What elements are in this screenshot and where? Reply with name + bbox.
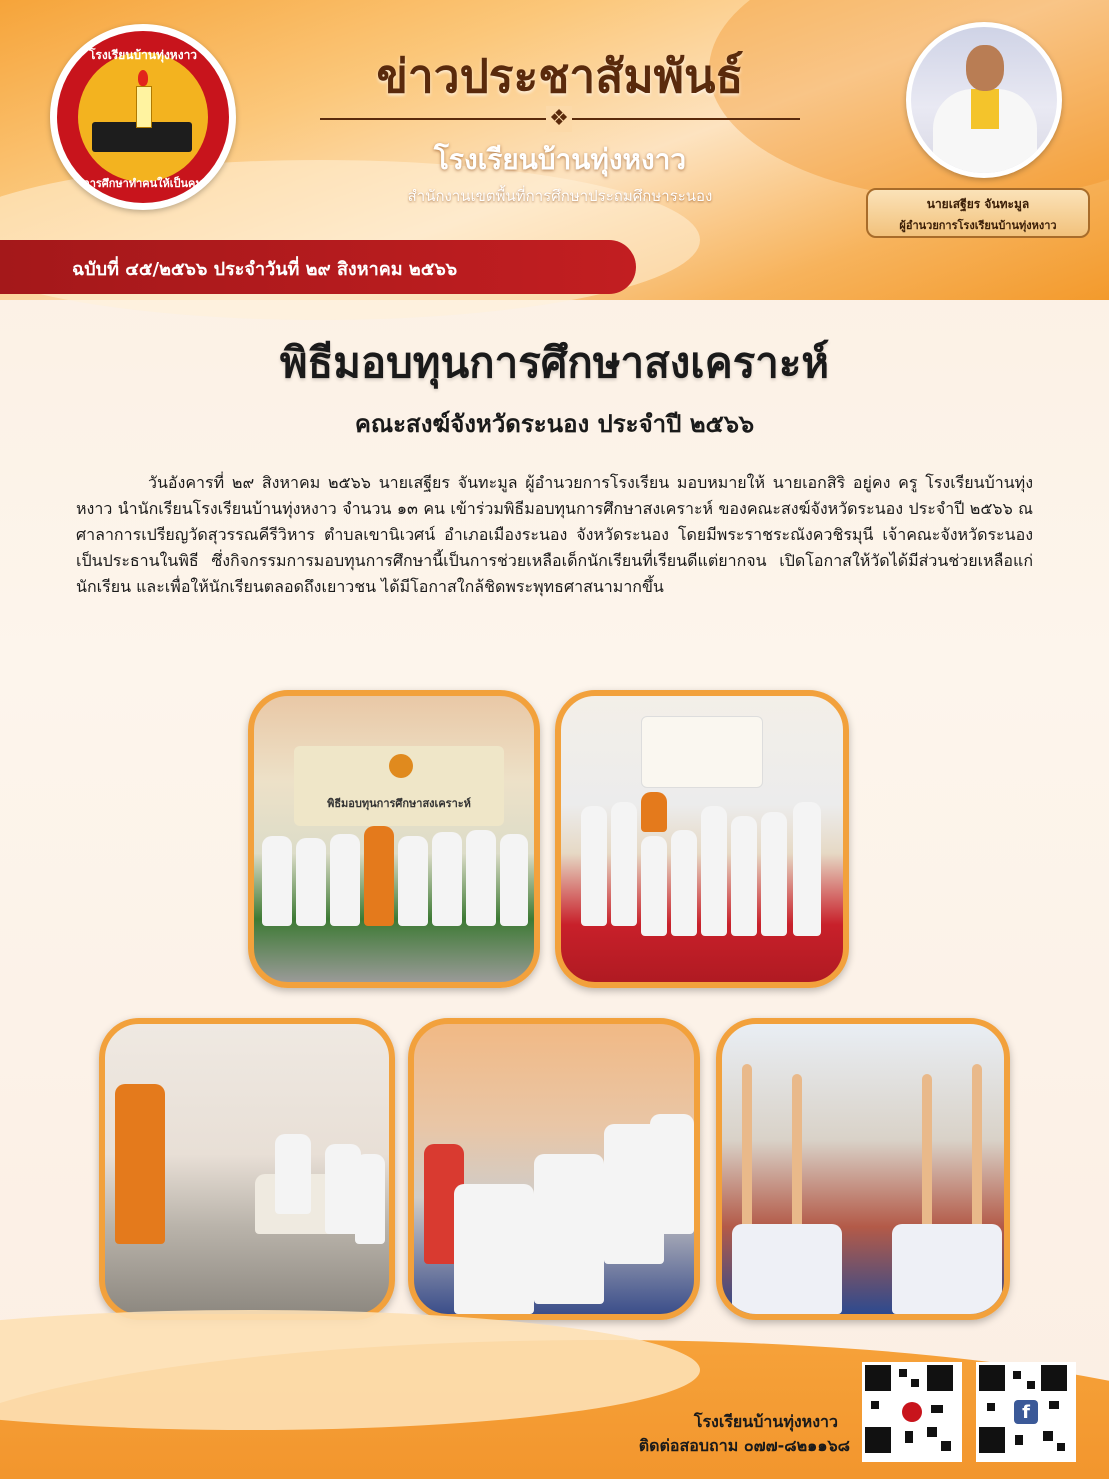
qr-finder [865, 1365, 891, 1391]
monk-figure [364, 826, 394, 926]
portrait-background [911, 27, 1057, 173]
stage-backdrop [641, 716, 763, 788]
director-role: ผู้อำนวยการโรงเรียนบ้านทุ่งหงาว [899, 219, 1057, 232]
portrait-head [966, 45, 1004, 91]
footer-school-name: โรงเรียนบ้านทุ่งหงาว [693, 1412, 838, 1431]
qr-module [1049, 1401, 1059, 1409]
flame-icon [138, 70, 148, 86]
qr-module [905, 1431, 913, 1443]
director-caption [866, 188, 1090, 238]
portrait-collar [971, 89, 999, 129]
student-figure [454, 1184, 534, 1314]
issue-info: ฉบับที่ ๔๕/๒๕๖๖ ประจำวันที่ ๒๙ สิงหาคม ๒๕๖๖ [72, 259, 458, 280]
student-figure [671, 830, 697, 936]
qr-finder [979, 1427, 1005, 1453]
footer-contact: ติดต่อสอบถาม ๐๗๗-๘๒๑๑๖๘ [638, 1436, 850, 1455]
photo-hall-audience [716, 1018, 1010, 1320]
qr-module [911, 1379, 919, 1387]
qr-finder [1041, 1365, 1067, 1391]
qr-finder [865, 1427, 891, 1453]
qr-module [931, 1405, 943, 1413]
student-figure [650, 1114, 694, 1234]
student-figure [262, 836, 292, 926]
qr-module [987, 1403, 995, 1411]
student-figure [793, 802, 821, 936]
photo-monk-interview [99, 1018, 395, 1320]
student-figure [466, 830, 496, 926]
student-figure [275, 1134, 311, 1214]
photo-stage-group [555, 690, 849, 988]
emblem-icon [389, 754, 413, 778]
photo-seated-students [408, 1018, 700, 1320]
article-body: วันอังคารที่ ๒๙ สิงหาคม ๒๕๖๖ นายเสฐียร จันทะมูล ผู้อำนวยการโรงเรียน มอบหมายให้ นายเอกสิริ อยู่คง ครู โรงเรียนบ้านทุ่งหงาว นำนักเรียนโรงเรียนบ้านทุ่งหงาว จำนวน ๑๓ คน เข้าร่วมพิธีมอบทุนการศึกษาสงเคราะห์ ของคณะสงฆ์จังหวัดระนอง ประจำปี ๒๕๖๖ ณ ศาลาการเปรียญวัดสุวรรณคีรีวิหาร ตำบลเขานิเวศน์ อำเภอเมืองระนอง จังหวัดระนอง โดยมีพระราชระณังควชิรมุนี เจ้าคณะจังหวัดระนอง เป็นประธานในพิธี ซึ่งกิจกรรมการมอบทุนการศึกษานี้เป็นการช่วยเหลือเด็กนักเรียนที่เรียนดีแต่ยากจน เปิดโอกาสให้วัดได้มีส่วนช่วยเหลือแก่นักเรียน และเพื่อให้นักเรียนตลอดถึงเยาวชน ได้มีโอกาสใกล้ชิดพระพุทธศาสนามากขึ้น [76, 473, 1034, 596]
student-figure [296, 838, 326, 926]
school-logo-icon [902, 1402, 922, 1422]
article-subheadline: คณะสงฆ์จังหวัดระนอง ประจำปี ๒๕๖๖ [354, 410, 755, 438]
qr-module [1013, 1371, 1021, 1379]
qr-module [899, 1369, 907, 1377]
student-figure [641, 836, 667, 936]
qr-module [927, 1427, 937, 1437]
qr-module [871, 1401, 879, 1409]
qr-code-facebook[interactable] [976, 1362, 1076, 1462]
director-name: นายเสฐียร จันทะมูล [926, 197, 1030, 211]
qr-module [1015, 1435, 1023, 1445]
article-headline: พิธีมอบทุนการศึกษาสงเคราะห์ [279, 338, 830, 387]
monk-figure [641, 792, 667, 832]
student-figure [701, 806, 727, 936]
audience-right [892, 1224, 1002, 1314]
student-figure [534, 1154, 604, 1304]
pillar [922, 1074, 932, 1234]
audience-left [732, 1224, 842, 1314]
ceremony-banner [294, 746, 504, 826]
photo-group-banner [248, 690, 540, 988]
candle-icon [136, 86, 152, 128]
school-name: โรงเรียนบ้านทุ่งหงาว [433, 143, 687, 176]
student-figure [761, 812, 787, 936]
logo-text-bottom: การศึกษาทำคนให้เป็นคน [83, 177, 203, 190]
student-figure [355, 1154, 385, 1244]
student-figure [330, 834, 360, 926]
ornament-icon: ❖ [546, 106, 572, 132]
page-title: ข่าวประชาสัมพันธ์ [376, 49, 744, 103]
qr-code-website[interactable] [862, 1362, 962, 1462]
qr-module [1043, 1431, 1053, 1441]
student-figure [432, 832, 462, 926]
qr-module [1057, 1443, 1065, 1451]
student-figure [581, 806, 607, 926]
student-figure [500, 834, 528, 926]
qr-module [1027, 1381, 1035, 1389]
student-figure [611, 802, 637, 926]
monk-figure [115, 1084, 165, 1244]
director-portrait [906, 22, 1062, 178]
qr-module [941, 1441, 951, 1451]
student-figure [398, 836, 428, 926]
qr-finder [927, 1365, 953, 1391]
banner-text: พิธีมอบทุนการศึกษาสงเคราะห์ [327, 797, 471, 810]
facebook-icon: f [1014, 1400, 1038, 1424]
pillar [792, 1074, 802, 1234]
education-office: สำนักงานเขตพื้นที่การศึกษาประถมศึกษาระนอง [407, 187, 713, 205]
student-figure [731, 816, 757, 936]
qr-finder [979, 1365, 1005, 1391]
logo-text-top: โรงเรียนบ้านทุ่งหงาว [88, 48, 198, 62]
school-logo [50, 24, 236, 210]
